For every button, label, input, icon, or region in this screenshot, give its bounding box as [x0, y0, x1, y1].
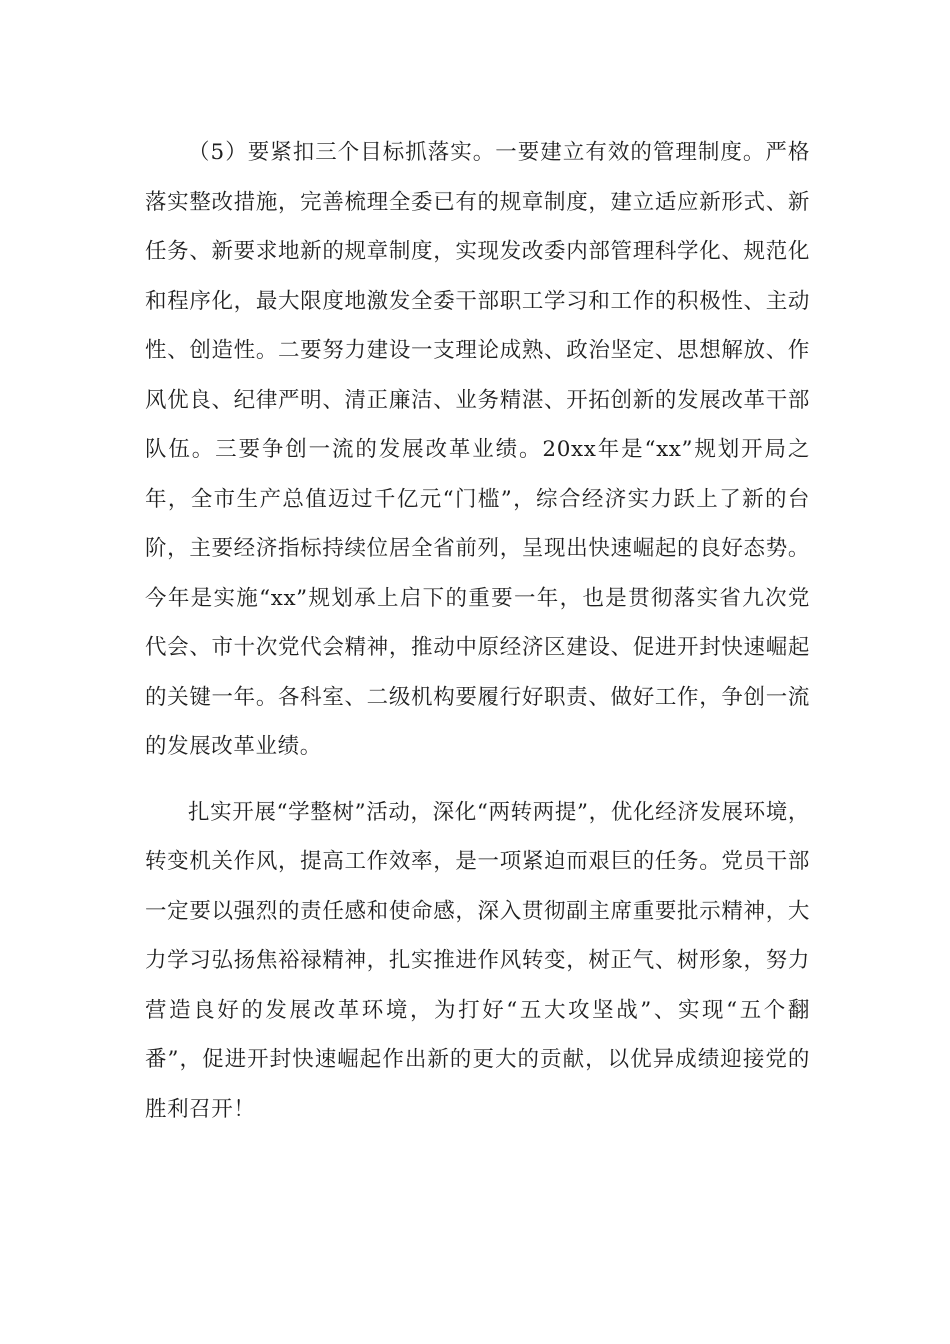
paragraph-goals: （5）要紧扣三个目标抓落实。一要建立有效的管理制度。严格落实整改措施，完善梳理全委已有的规章制度，建立适应新形式、新任务、新要求地新的规章制度，实现发改委内部管理科学化、规范化和程序化，最大限度地激发全委干部职工学习和工作的积极性、主动性、创造性。二要努力建设一支理论成熟、政治坚定、思想解放、作风优良、纪律严明、清正廉洁、业务精湛、开拓创新的发展改革干部队伍。三要争创一流的发展改革业绩。20xx年是“xx”规划开局之年，全市生产总值迈过千亿元“门槛”，综合经济实力跃上了新的台阶，主要经济指标持续位居全省前列，呈现出快速崛起的良好态势。今年是实施“xx”规划承上启下的重要一年，也是贯彻落实省九次党代会、市十次党代会精神，推动中原经济区建设、促进开封快速崛起的关键一年。各科室、二级机构要履行好职责、做好工作，争创一流的发展改革业绩。 — [145, 140, 810, 759]
paragraph-activities: 扎实开展“学整树”活动，深化“两转两提”，优化经济发展环境，转变机关作风，提高工作效率，是一项紧迫而艰巨的任务。党员干部一定要以强烈的责任感和使命感，深入贯彻副主席重要批示精神，大力学习弘扬焦裕禄精神，扎实推进作风转变，树正气、树形象，努力营造良好的发展改革环境，为打好“五大攻坚战”、实现“五个翻番”，促进开封快速崛起作出新的更大的贡献，以优异成绩迎接党的胜利召开！ — [145, 799, 810, 1122]
document-body — [145, 128, 810, 1134]
